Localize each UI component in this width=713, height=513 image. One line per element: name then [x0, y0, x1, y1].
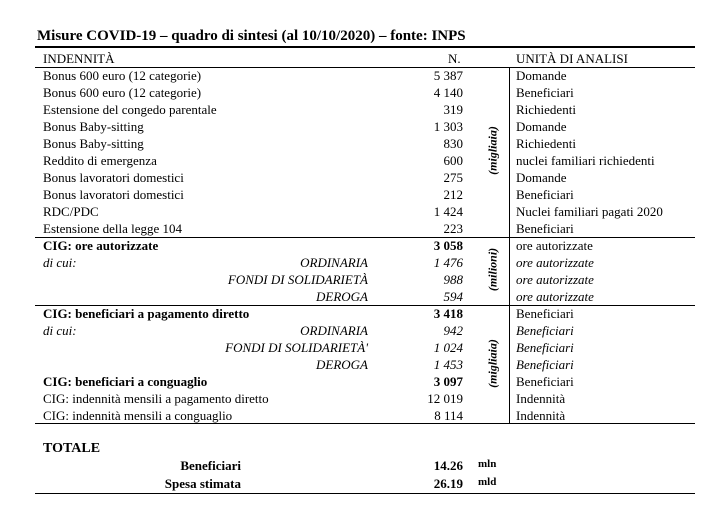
row-unit: Indennità [516, 391, 566, 406]
header-n: N. [448, 51, 461, 66]
row-number: 3 058 [433, 238, 463, 253]
row-number: 1 424 [433, 204, 463, 219]
row-number: 594 [443, 289, 463, 304]
table-bottom-rule [35, 423, 695, 424]
row-unit: Domande [516, 68, 567, 83]
row-number: 319 [443, 102, 463, 117]
row-number: 212 [443, 187, 463, 202]
row-name: Bonus lavoratori domestici [43, 170, 184, 185]
row-subcategory: FONDI DI SOLIDARIETÀ' [225, 340, 368, 355]
totale-label: TOTALE [43, 441, 101, 456]
group-label-migliaia-1: (migliaia) [485, 126, 500, 175]
section-rule-cig-ore [35, 237, 695, 238]
header-indennita: INDENNITÀ [43, 51, 115, 66]
row-name: CIG: ore autorizzate [43, 238, 159, 253]
row-number: 223 [443, 221, 463, 236]
row-name: CIG: indennità mensili a pagamento diretto [43, 391, 269, 406]
row-unit: Beneficiari [516, 306, 574, 321]
row-unit: Beneficiari [516, 85, 574, 100]
row-number: 8 114 [434, 408, 463, 423]
row-name: di cui: [43, 255, 77, 270]
row-subcategory: ORDINARIA [300, 323, 368, 338]
row-unit: Indennità [516, 408, 566, 423]
row-number: 942 [443, 323, 463, 338]
row-name: Bonus Baby-sitting [43, 136, 144, 151]
totale-beneficiari-unit: mln [478, 458, 497, 470]
top-rule [35, 46, 695, 48]
totale-spesa-value: 26.19 [433, 476, 463, 491]
row-number: 830 [443, 136, 463, 151]
table-row [0, 373, 713, 390]
table-row [0, 356, 713, 373]
table-row [0, 67, 713, 84]
table-row [0, 271, 713, 288]
table-row [0, 305, 713, 322]
row-unit: Beneficiari [516, 374, 574, 389]
row-name: CIG: indennità mensili a conguaglio [43, 408, 233, 423]
row-name: Estensione della legge 104 [43, 221, 182, 236]
row-name: Bonus 600 euro (12 categorie) [43, 68, 202, 83]
totale-spesa-label: Spesa stimata [164, 476, 241, 491]
row-unit: Beneficiari [516, 340, 574, 355]
row-number: 1 453 [433, 357, 463, 372]
final-rule [35, 493, 695, 494]
table-row [0, 254, 713, 271]
row-unit: ore autorizzate [516, 238, 593, 253]
row-number: 5 387 [433, 68, 463, 83]
group-label-migliaia-2: (migliaia) [485, 339, 500, 388]
table-row [0, 84, 713, 101]
row-unit: ore autorizzate [516, 289, 594, 304]
row-number: 1 024 [433, 340, 463, 355]
group-label-milioni: (milioni) [485, 247, 500, 292]
row-number: 3 418 [433, 306, 463, 321]
row-subcategory: ORDINARIA [300, 255, 368, 270]
row-number: 275 [443, 170, 463, 185]
totale-beneficiari-label: Beneficiari [180, 458, 241, 473]
row-number: 988 [443, 272, 463, 287]
row-unit: Domande [516, 119, 567, 134]
table-row [0, 118, 713, 135]
row-unit: Richiedenti [516, 136, 576, 151]
row-name: di cui: [43, 323, 77, 338]
row-number: 600 [443, 153, 463, 168]
table-title: Misure COVID-19 – quadro di sintesi (al 10/10/2020) – fonte: INPS [37, 28, 466, 44]
row-number: 1 303 [433, 119, 463, 134]
row-unit: Beneficiari [516, 323, 574, 338]
table-row [0, 101, 713, 118]
header-unita: UNITÀ DI ANALISI [516, 51, 628, 66]
row-name: CIG: beneficiari a pagamento diretto [43, 306, 250, 321]
row-name: RDC/PDC [43, 204, 99, 219]
row-number: 3 097 [433, 374, 463, 389]
table-row [0, 186, 713, 203]
table-row [0, 152, 713, 169]
totale-spesa-unit: mld [478, 476, 497, 488]
row-number: 4 140 [433, 85, 463, 100]
row-name: CIG: beneficiari a conguaglio [43, 374, 208, 389]
row-unit: Beneficiari [516, 357, 574, 372]
row-unit: Domande [516, 170, 567, 185]
row-unit: Beneficiari [516, 187, 574, 202]
row-name: Reddito di emergenza [43, 153, 157, 168]
row-name: Bonus lavoratori domestici [43, 187, 184, 202]
section-rule-cig-benef [35, 305, 695, 306]
table-row [0, 322, 713, 339]
row-subcategory: DEROGA [316, 357, 368, 372]
table-row [0, 135, 713, 152]
totale-beneficiari-value: 14.26 [433, 458, 463, 473]
row-unit: Richiedenti [516, 102, 576, 117]
row-number: 1 476 [433, 255, 463, 270]
table-row [0, 407, 713, 424]
row-name: Bonus Baby-sitting [43, 119, 144, 134]
row-unit: nuclei familiari richiedenti [516, 153, 655, 168]
table-row [0, 203, 713, 220]
row-unit: Nuclei familiari pagati 2020 [516, 204, 663, 219]
row-unit: ore autorizzate [516, 255, 594, 270]
table-row [0, 339, 713, 356]
row-unit: Beneficiari [516, 221, 574, 236]
table-row [0, 220, 713, 237]
table-row [0, 390, 713, 407]
row-name: Bonus 600 euro (12 categorie) [43, 85, 202, 100]
table-row [0, 169, 713, 186]
row-subcategory: DEROGA [316, 289, 368, 304]
table-row [0, 237, 713, 254]
row-subcategory: FONDI DI SOLIDARIETÀ [227, 272, 368, 287]
table-row [0, 288, 713, 305]
row-unit: ore autorizzate [516, 272, 594, 287]
row-number: 12 019 [427, 391, 463, 406]
row-name: Estensione del congedo parentale [43, 102, 217, 117]
